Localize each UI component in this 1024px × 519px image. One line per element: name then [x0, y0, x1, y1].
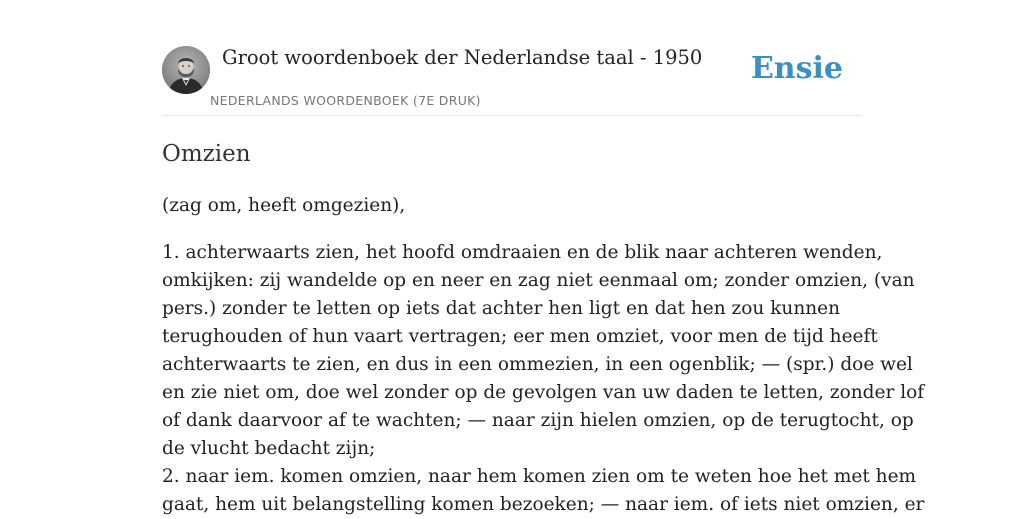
book-title[interactable]: Groot woordenboek der Nederlandse taal - 1950	[222, 46, 703, 69]
definition-line: terughouden of hun vaart vertragen; eer men omziet, voor men de tijd heeft	[162, 326, 878, 347]
definition-line: omkijken: zij wandelde op en neer en zag niet eenmaal om; zonder omzien, (van	[162, 270, 915, 291]
definition-line: pers.) zonder te letten op iets dat achter hen ligt en dat hen zou kunnen	[162, 298, 841, 319]
definition-line: en zie niet om, doe wel zonder op de gevolgen van uw daden te letten, zonder lof	[162, 382, 925, 403]
ensie-logo[interactable]: Ensie	[750, 51, 843, 86]
definition-line: 1. achterwaarts zien, het hoofd omdraaien en de blik naar achteren wenden,	[162, 242, 883, 263]
portrait-icon	[162, 46, 210, 94]
author-avatar[interactable]	[162, 46, 210, 94]
grammar-info: (zag om, heeft omgezien),	[162, 195, 406, 216]
header	[162, 0, 862, 116]
definition-line: 2. naar iem. komen omzien, naar hem komen zien om te weten hoe het met hem	[162, 466, 917, 487]
dictionary-name[interactable]: NEDERLANDS WOORDENBOEK (7E DRUK)	[210, 93, 481, 108]
definition-text	[162, 239, 925, 519]
definition-line: achterwaarts te zien, en dus in een ommezien, in een ogenblik; — (spr.) doe wel	[162, 354, 913, 375]
definition-line: de vlucht bedacht zijn;	[162, 438, 376, 459]
entry-title: Omzien	[162, 141, 251, 167]
definition-line: gaat, hem uit belangstelling komen bezoeken; — naar iem. of iets niet omzien, er	[162, 494, 925, 515]
definition-line: of dank daarvoor af te wachten; — naar zijn hielen omzien, op de terugtocht, op	[162, 410, 914, 431]
page-container	[162, 0, 925, 515]
